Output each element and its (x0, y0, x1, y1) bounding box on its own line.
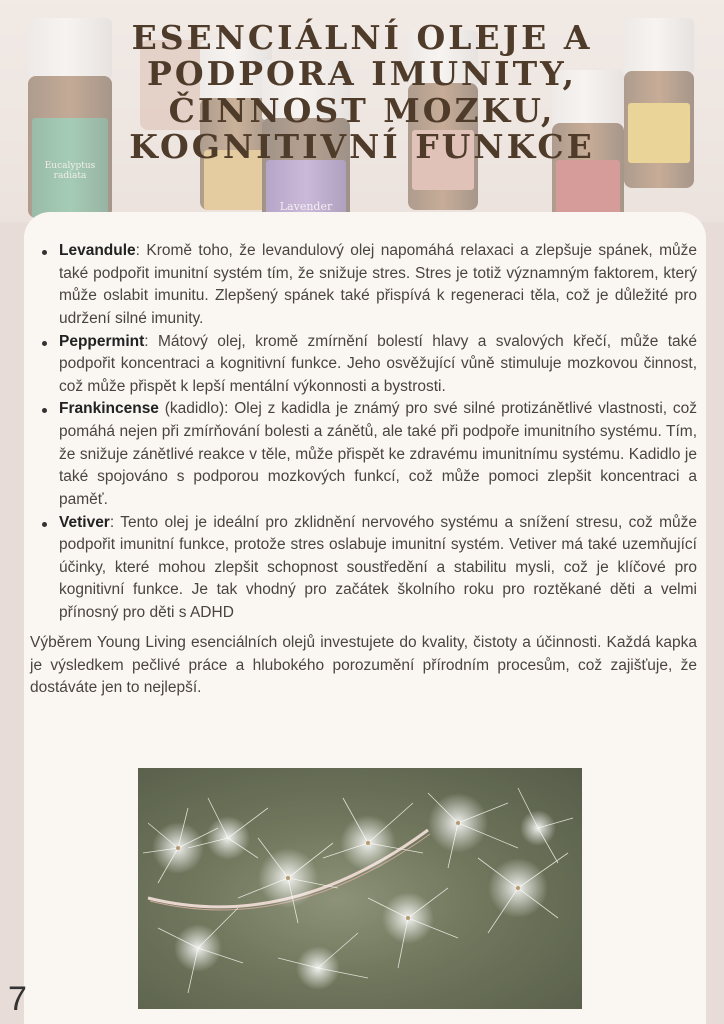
oil-description: : Tento olej je ideální pro zklidnění nervového systému a snížení stresu, což může podpořit imunitní funkce, protože stres oslabuje imunitní systém. Vetiver má také uzemňující účinky, které mohou zlepšit schopnost soustředění a stabilitu mysli, což je klíčové pro kognitivní funkce. Je tak vhodný pro začátek školního roku pro roztěkané děti a velmi přínosný pro děti s ADHD (59, 513, 697, 621)
oil-description: (kadidlo): Olej z kadidla je známý pro své silné protizánětlivé vlastnosti, což pomáhá nejen při zmírňování bolesti a zánětů, ale také při podpoře imunitního systému. Tím, že snižuje zánětlivé reakce v těle, může přispět ke zdravému imunitnímu systému. Kadidlo je také spojováno s podporou mozkových funkcí, což může pomoci zlepšit koncentraci a paměť. (59, 400, 697, 508)
list-item (32, 240, 697, 331)
list-item (32, 331, 697, 399)
list-item (32, 512, 697, 625)
dandelion-seeds-photo (138, 768, 582, 1009)
oil-list-section (32, 240, 697, 625)
oil-list (32, 240, 697, 625)
oil-name: Frankincense (59, 400, 159, 418)
oil-name: Vetiver (59, 513, 110, 531)
page-number: 7 (8, 980, 27, 1018)
closing-paragraph: Výběrem Young Living esenciálních olejů investujete do kvality, čistoty a účinnosti. Každá kapka je výsledkem pečlivé práce a hlubokého porozumění přírodním procesům, což zajišťuje, že dostáváte jen to nejlepší. (30, 634, 697, 697)
page-title: ESENCIÁLNÍ OLEJE A PODPORA IMUNITY, ČINNOST MOZKU, KOGNITIVNÍ FUNKCE (129, 18, 595, 166)
list-item (32, 398, 697, 511)
oil-name: Levandule (59, 242, 136, 259)
oil-name: Peppermint (59, 332, 145, 350)
oil-description: : Mátový olej, kromě zmírnění bolestí hlavy a svalových křečí, může také podpořit koncentraci a kognitivní funkce. Jeho osvěžující vůně stimuluje mozkovou činnost, což může přispět k lepší mentální výkonnosti a bystrosti. (59, 332, 697, 395)
dandelion-seeds-illustration (138, 768, 582, 1009)
oil-description: : Kromě toho, že levandulový olej napomáhá relaxaci a zlepšuje spánek, může také podpořit imunitní systém tím, že snižuje stres. Stres je totiž významným faktorem, který může oslabit imunitu. Zlepšený spánek také přispívá k regeneraci těla, což je důležité pro udržení silné imunity. (59, 242, 697, 327)
